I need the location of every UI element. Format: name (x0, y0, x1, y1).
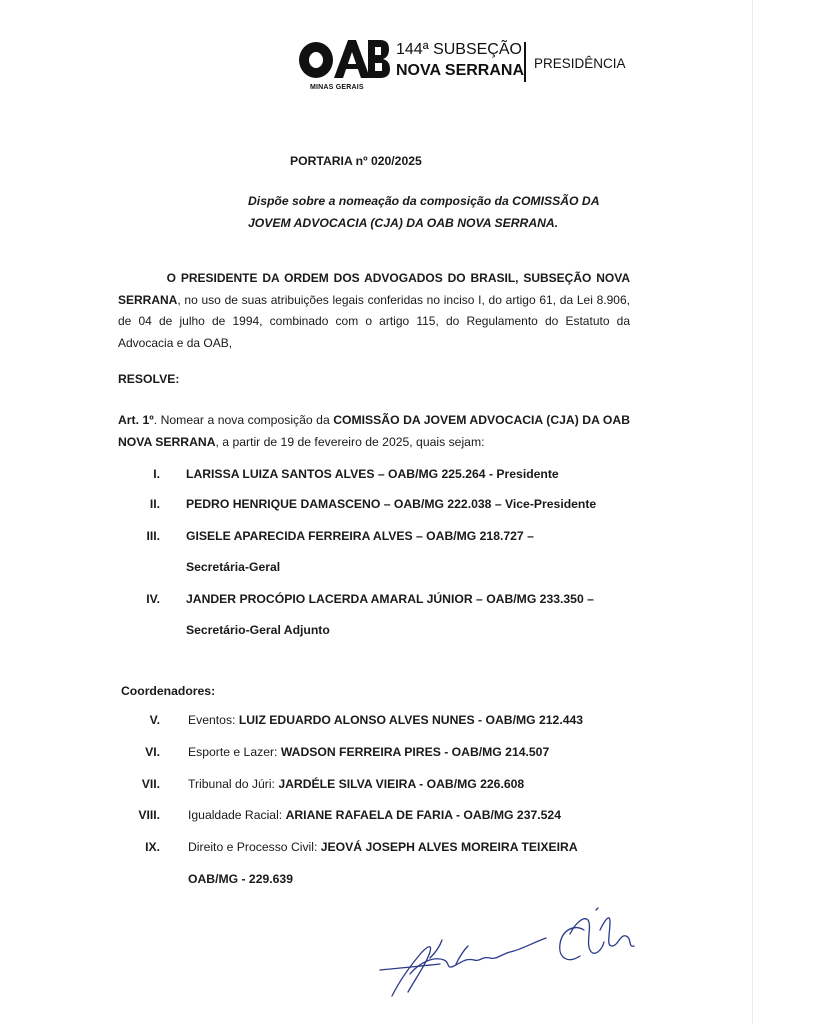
subsecao-label: 144ª SUBSEÇÃO (396, 41, 522, 58)
preamble-bold: O PRESIDENTE DA ORDEM DOS ADVOGADOS DO BRASIL, SUBSEÇÃO NOVA SERRANA (118, 271, 630, 307)
item-text-continued: OAB/MG - 229.639 (188, 872, 293, 886)
coordinator-name: JEOVÁ JOSEPH ALVES MOREIRA TEIXEIRA (320, 840, 578, 854)
item-number: IV. (146, 592, 160, 606)
coordinator-area: Tribunal do Júri: (188, 777, 279, 791)
logo-subtext: MINAS GERAIS (310, 84, 364, 91)
summary-line-1: Dispõe sobre a nomeação da composição da COMISSÃO DA (248, 194, 600, 208)
page-edge-line (752, 0, 753, 1024)
item-text-continued: Secretário-Geral Adjunto (186, 623, 330, 637)
coordinator-area: Direito e Processo Civil: (188, 840, 321, 854)
item-text: LARISSA LUIZA SANTOS ALVES – OAB/MG 225.264 - Presidente (186, 467, 559, 481)
ordinance-number: PORTARIA nº 020/2025 (290, 154, 422, 168)
coordinator-name: LUIZ EDUARDO ALONSO ALVES NUNES - OAB/MG 212.443 (238, 713, 584, 727)
coordinator-area: Eventos: (188, 713, 239, 727)
article-1 (118, 409, 630, 453)
item-number: II. (149, 497, 160, 511)
coordinator-name: ARIANE RAFAELA DE FARIA - OAB/MG 237.524 (285, 808, 561, 822)
coordinators-heading: Coordenadores: (121, 684, 216, 698)
summary-line-2: JOVEM ADVOCACIA (CJA) DA OAB NOVA SERRANA. (248, 216, 559, 230)
item-number: VI. (145, 745, 160, 759)
coordinator-area: Esporte e Lazer: (188, 745, 281, 759)
handwritten-signatures (370, 900, 650, 1010)
item-text: JANDER PROCÓPIO LACERDA AMARAL JÚNIOR – OAB/MG 233.350 – (186, 592, 594, 606)
article-commission: COMISSÃO DA JOVEM ADVOCACIA (CJA) DA OAB NOVA SERRANA (118, 413, 630, 449)
article-label: Art. 1º (118, 413, 154, 427)
coordinator-name: WADSON FERREIRA PIRES - OAB/MG 214.507 (280, 745, 550, 759)
item-number: I. (153, 467, 160, 481)
item-text-continued: Secretária-Geral (186, 560, 281, 574)
article-text-2: , a partir de 19 de fevereiro de 2025, quais sejam: (215, 435, 485, 449)
item-number: V. (149, 713, 160, 727)
ordinance-summary (248, 190, 600, 234)
coordinator-area: Igualdade Racial: (188, 808, 286, 822)
item-number: IX. (145, 840, 160, 854)
header-divider (524, 42, 526, 82)
item-text: GISELE APARECIDA FERREIRA ALVES – OAB/MG 218.727 – (186, 529, 534, 543)
coordinator-name: JARDÉLE SILVA VIEIRA - OAB/MG 226.608 (278, 777, 525, 791)
item-number: VIII. (138, 808, 160, 822)
preamble-paragraph (118, 268, 630, 354)
city-label: NOVA SERRANA (396, 62, 525, 79)
preamble-text: , no uso de suas atribuições legais conferidas no inciso I, do artigo 61, da Lei 8.906, de 04 de julho de 1994, combinado com o artigo 115, do Regulamento do Estatuto da Advocacia e da OAB, (118, 292, 630, 350)
department-label: PRESIDÊNCIA (534, 56, 626, 71)
item-text: PEDRO HENRIQUE DAMASCENO – OAB/MG 222.038 – Vice-Presidente (186, 497, 597, 511)
article-text-1: . Nomear a nova composição da (153, 413, 334, 427)
resolve-heading: RESOLVE: (118, 372, 180, 386)
item-number: VII. (141, 777, 160, 791)
item-number: III. (146, 529, 160, 543)
letterhead (298, 36, 638, 98)
